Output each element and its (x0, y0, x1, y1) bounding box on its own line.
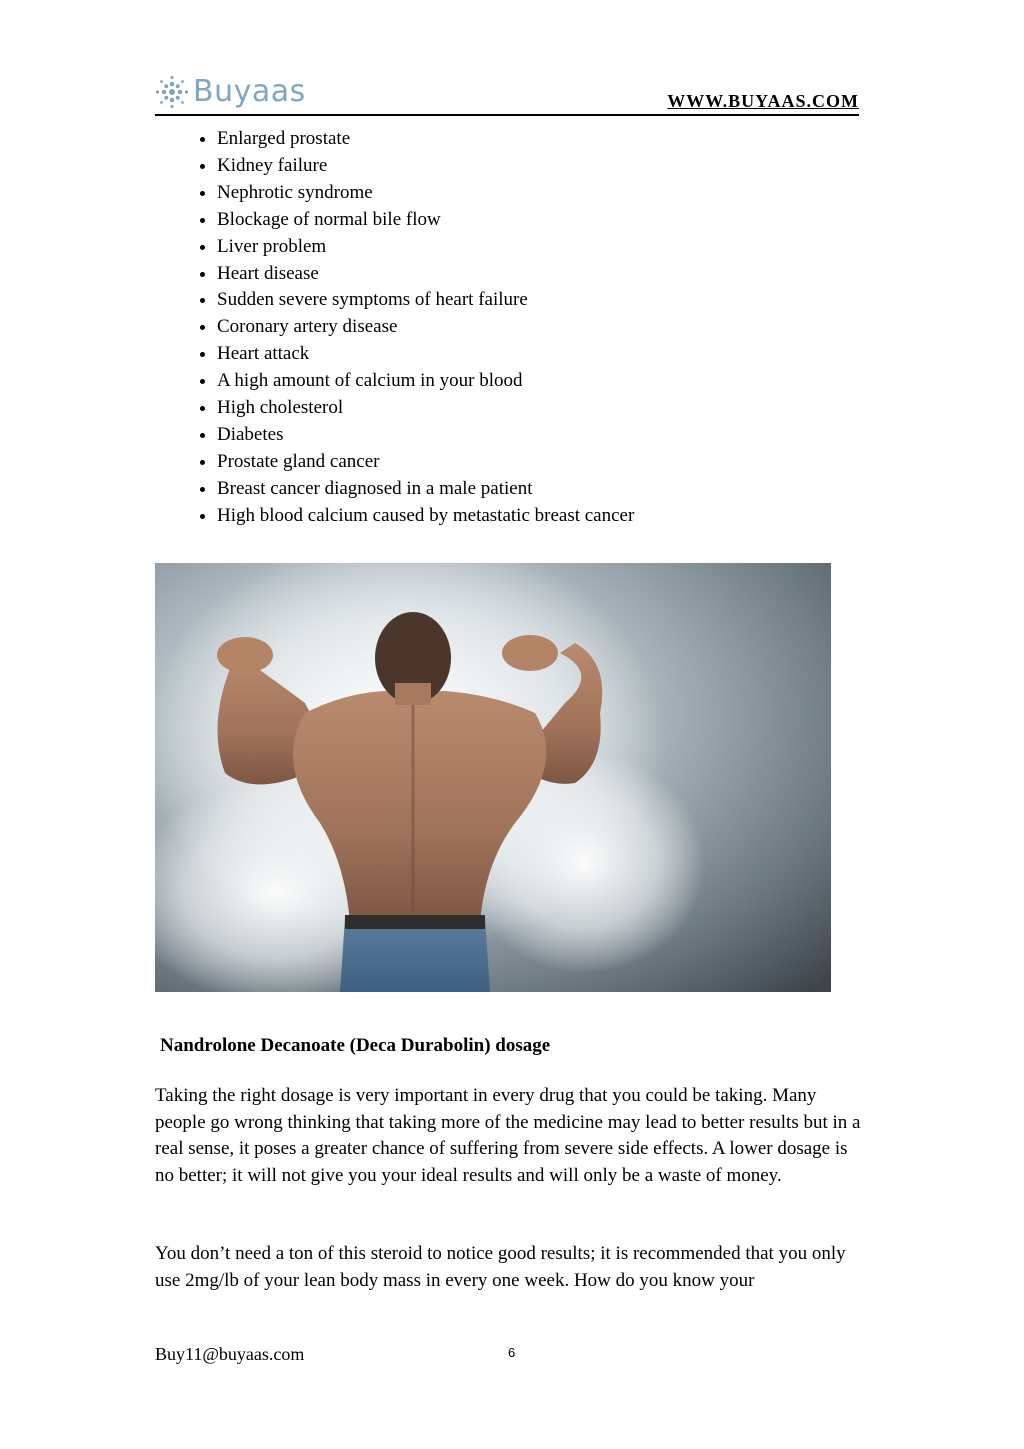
list-item: • Prostate gland cancer (217, 449, 634, 476)
list-item: • Coronary artery disease (217, 314, 634, 341)
list-item: • Heart attack (217, 341, 634, 368)
list-item: • A high amount of calcium in your blood (217, 368, 634, 395)
logo-text: Buyaas (193, 74, 306, 109)
buyaas-logo (155, 74, 306, 109)
muscular-back-photo (155, 563, 831, 992)
list-item: • Breast cancer diagnosed in a male patient (217, 476, 634, 503)
list-item: • Kidney failure (217, 153, 634, 180)
page-header (155, 68, 859, 116)
logo-dots-icon (155, 75, 189, 109)
list-item: • Heart disease (217, 261, 634, 288)
list-item: • Enlarged prostate (217, 126, 634, 153)
site-url[interactable]: WWW.BUYAAS.COM (667, 91, 859, 111)
list-item: • Diabetes (217, 422, 634, 449)
list-item: • High blood calcium caused by metastatic breast cancer (217, 503, 634, 530)
list-item: • Sudden severe symptoms of heart failure (217, 287, 634, 314)
page-number: 6 (508, 1345, 516, 1360)
conditions-list (155, 126, 634, 530)
section-title: Nandrolone Decanoate (Deca Durabolin) dosage (160, 1035, 551, 1056)
list-item: • Blockage of normal bile flow (217, 207, 634, 234)
photo-illustration (155, 563, 831, 992)
paragraph-dosage-importance: Taking the right dosage is very important in every drug that you could be taking. Many people go wrong thinking that taking more of the medicine may lead to better results but in a real sense, it poses a greater chance of suffering from severe side effects. A lower dosage is no better; it will not give you your ideal results and will only be a waste of money. (155, 1085, 861, 1186)
list-item: • Nephrotic syndrome (217, 180, 634, 207)
paragraph-recommended-dose: You don’t need a ton of this steroid to notice good results; it is recommended that you only use 2mg/lb of your lean body mass in every one week. How do you know your (155, 1243, 846, 1291)
footer-email[interactable]: Buy11@buyaas.com (155, 1344, 305, 1364)
list-item: • High cholesterol (217, 395, 634, 422)
list-item: • Liver problem (217, 234, 634, 261)
